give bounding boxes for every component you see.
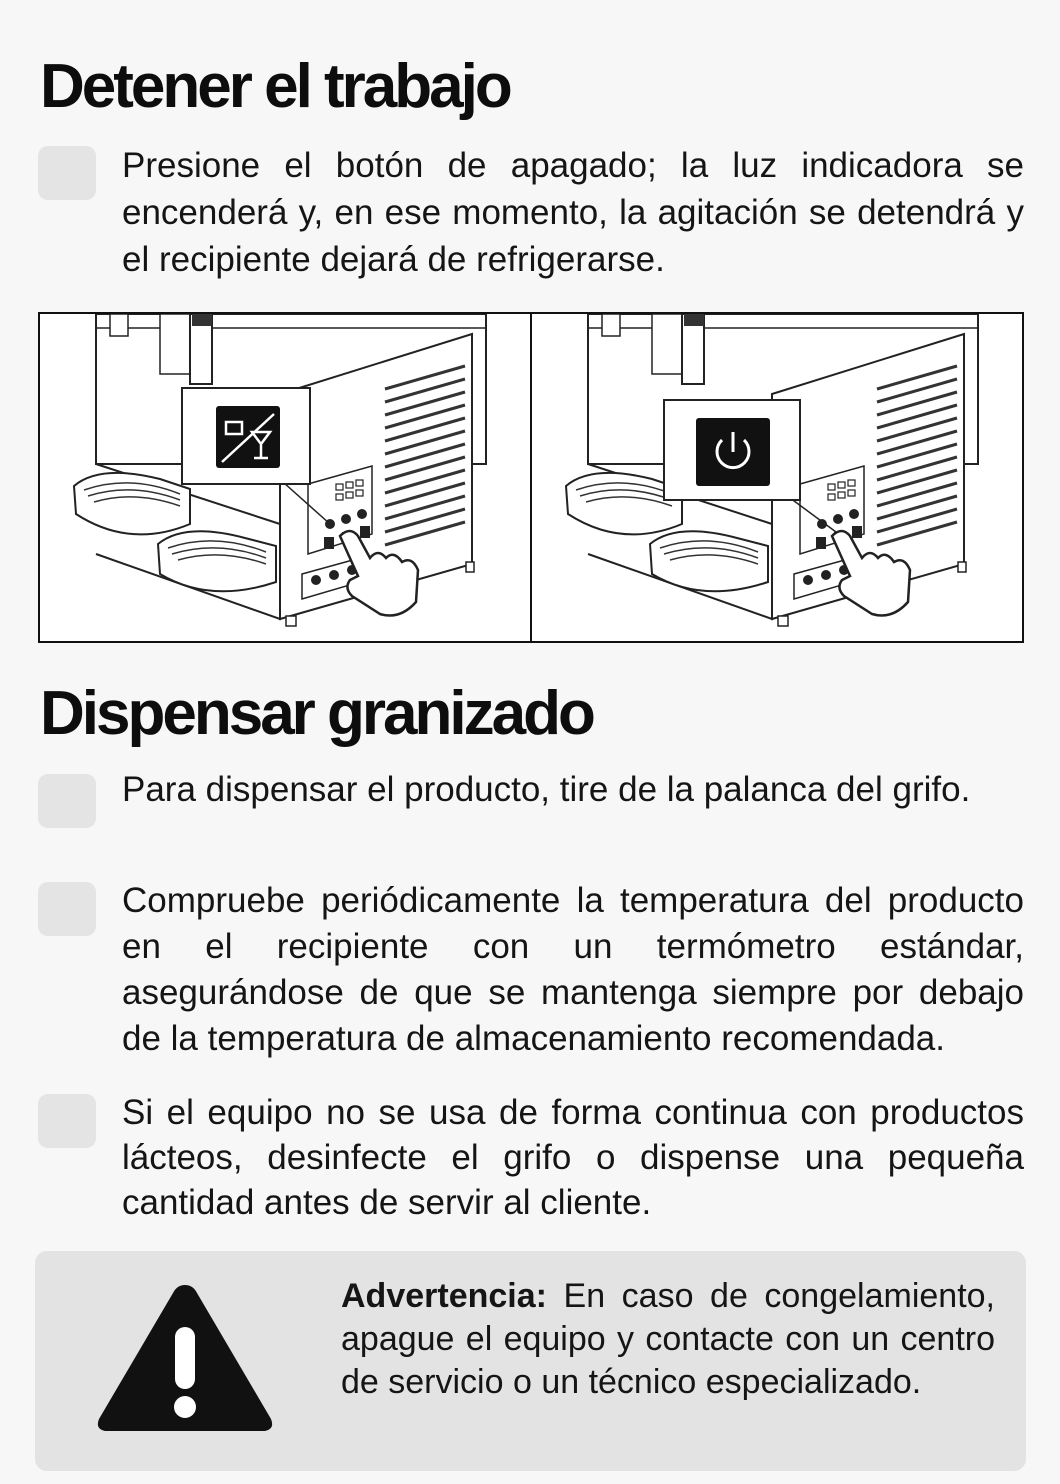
item-text: Si el equipo no se usa de forma continua con productos lácteos, desinfecte el grifo o dispense una pequeña cantidad antes de servir al cliente. [122,1093,1024,1222]
warning-label: Advertencia: [341,1277,547,1315]
item-text: Compruebe periódicamente la temperatura del producto en el recipiente con un termómetro estándar, asegurándose de que se mantenga siempre por debajo de la temperatura de almacenamiento recomendada. [122,881,1024,1058]
item-text: Presione el botón de apagado; la luz indicadora se encenderá y, en ese momento, la agitación se detendrá y el recipiente dejará de refrigerarse. [122,146,1024,279]
right-panel [566,314,978,626]
checkbox[interactable] [38,774,96,828]
machine-illustration [40,314,1022,641]
checkbox[interactable] [38,1094,96,1148]
stop-dispense-icon [216,406,280,468]
warning-text [341,1275,995,1404]
checkbox[interactable] [38,882,96,936]
warning-triangle-icon [93,1277,277,1437]
item-text: Para dispensar el producto, tire de la palanca del grifo. [122,770,971,809]
warning-body: En caso de congelamiento, apague el equipo y contacte con un centro de servicio o un técnico especializado. [341,1277,995,1401]
section-title-dispense: Dispensar granizado [40,679,593,748]
left-panel [74,314,486,626]
checkbox[interactable] [38,146,96,200]
instruction-illustration [38,312,1024,643]
power-icon [696,418,770,486]
section-title-stop: Detener el trabajo [40,52,510,121]
warning-callout [35,1251,1026,1471]
